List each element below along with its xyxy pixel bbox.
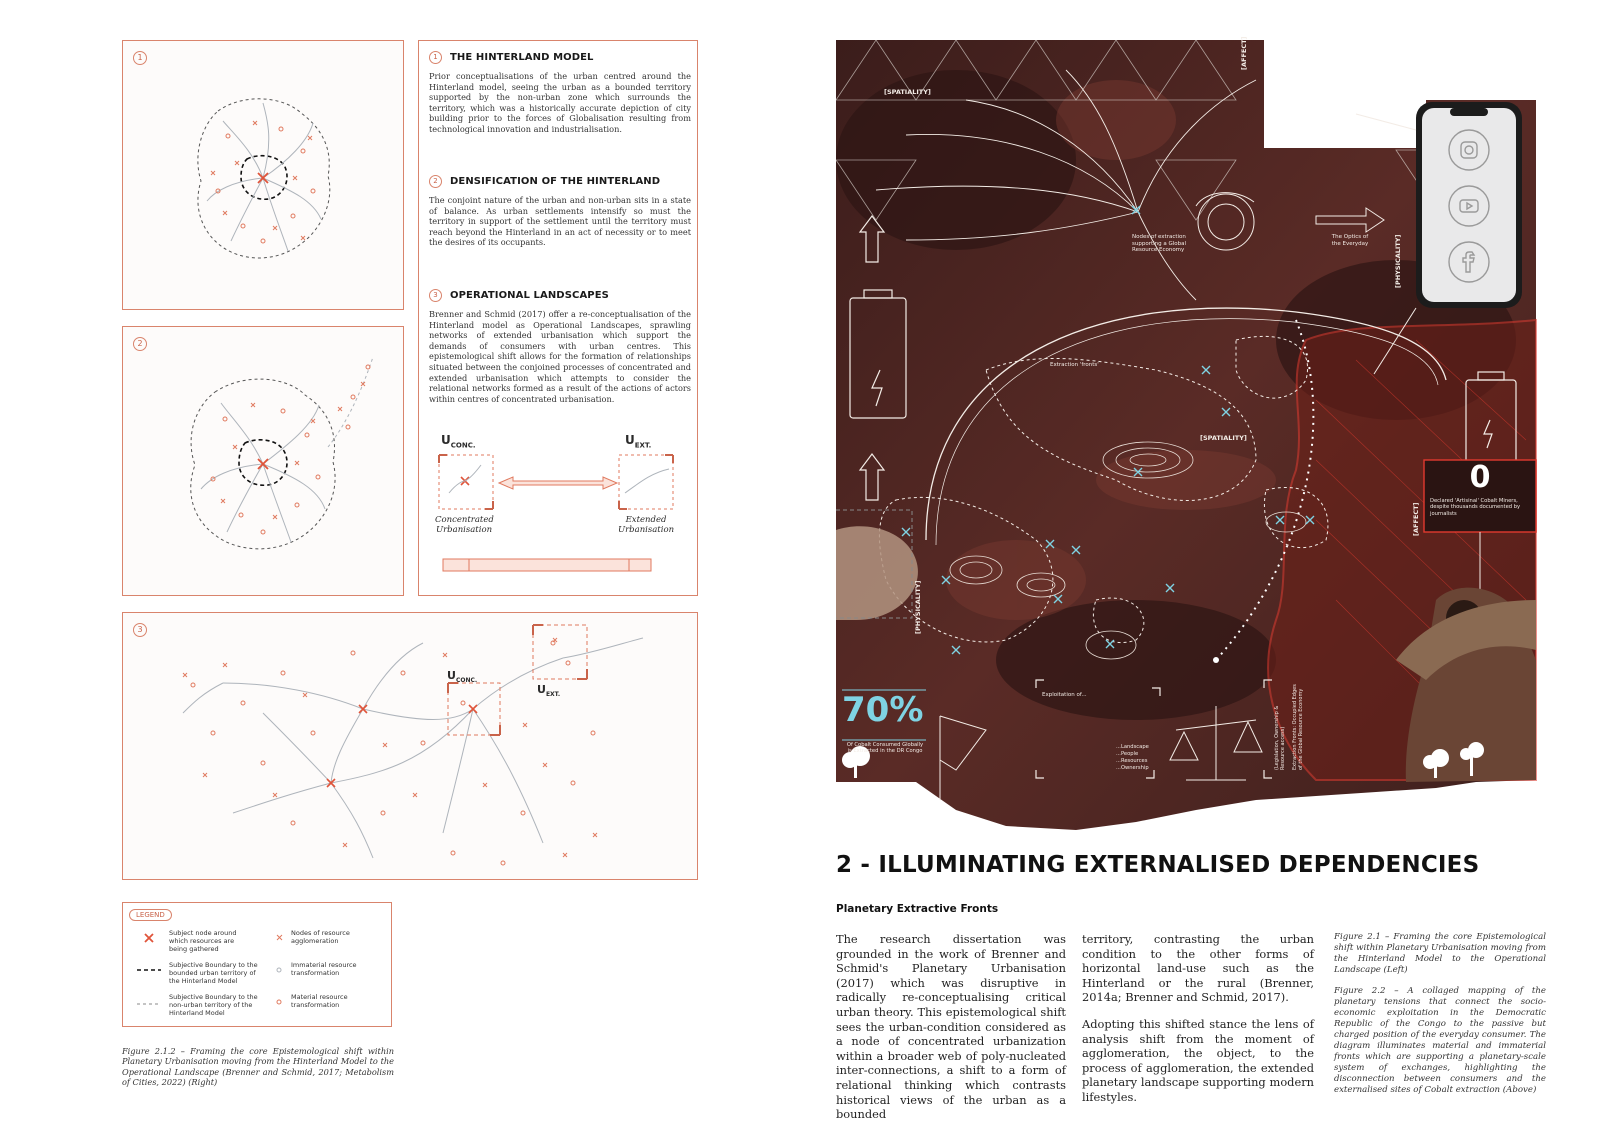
- spatiality-label: [SPATIALITY]: [884, 88, 931, 96]
- map-artwork: [836, 40, 1546, 840]
- section-title: DENSIFICATION OF THE HINTERLAND: [450, 176, 661, 187]
- material-transformation-icon: [267, 997, 291, 1007]
- page-title: 2 - ILLUMINATING EXTERNALISED DEPENDENCIES: [836, 852, 1480, 878]
- u-conc-label: $U_{CONC.}$: [447, 669, 478, 685]
- concentrated-label: Concentrated Urbanisation: [435, 515, 494, 535]
- section-subtitle: Planetary Extractive Fronts: [836, 903, 999, 915]
- section-number: 3: [429, 289, 442, 302]
- subject-node-icon: [137, 933, 161, 943]
- figure-caption: Figure 2.1 – Framing the core Epistemological shift within Planetary Urbanisation moving from the Hinterland Model to the Operational Landscape (Left): [1334, 932, 1546, 975]
- legend: [122, 902, 392, 1027]
- section-body: Prior conceptualisations of the urban centred around the Hinterland model, seeing the urban as a bounded territory supported by the non-urban zone which surrounds the territory, which was a historically accurate depiction of city building prior to the forces of Globalisation resulting from technological innovation and industrialisation.: [429, 71, 691, 134]
- densification-diagram: [123, 327, 405, 597]
- u-ext-label: $U_{EXT.}$: [537, 683, 561, 699]
- mini-diagram: [429, 433, 691, 583]
- extraction-fronts-vertical-label: Extraction Fronts: Occupied Edges of the Global Resource Economy: [1292, 684, 1304, 770]
- diagram-panel-3: [122, 612, 698, 880]
- affect-label: [AFFECT]: [1240, 36, 1248, 70]
- hinterland-diagram: [123, 41, 405, 311]
- section-densification: [429, 175, 691, 248]
- percent-value: 70%: [842, 690, 924, 730]
- zero-label: Declared 'Artisinal' Cobalt Miners, despite thousands documented by journalists: [1430, 498, 1521, 517]
- exploitation-list: ...Landscape ...People ...Resources ...Ownership: [1116, 744, 1149, 771]
- legend-title: LEGEND: [129, 909, 172, 921]
- optics-label: The Optics of the Everyday: [1331, 234, 1369, 247]
- section-operational: [429, 289, 691, 404]
- figure-captions: [1334, 932, 1546, 1096]
- spatiality-mid-label: [SPATIALITY]: [1200, 434, 1247, 442]
- collage-map: [836, 36, 1546, 840]
- legend-item: Material resource transformation: [291, 993, 348, 1009]
- concentrated-extended-icon: [429, 433, 691, 583]
- affect-right-label: [AFFECT]: [1412, 502, 1420, 536]
- operational-landscape-diagram: [123, 613, 699, 881]
- extended-label: Extended Urbanisation: [617, 515, 675, 535]
- left-figure-caption: Figure 2.1.2 – Framing the core Epistemological shift within Planetary Urbanisation moving from the Hinterland Model to the Operational Landscape (Brenner and Schmid, 2017; Metabolism of Cities, 2022) (Right): [122, 1046, 394, 1088]
- panel-number: 1: [133, 51, 147, 65]
- section-body: Brenner and Schmid (2017) offer a re-conceptualisation of the Hinterland model as Operational Landscapes, sprawling networks of extended urbanisation which support the demands of consumers with urban centres. This epistemological shift allows for the formation of relationships situated between the conjoined processes of concentrated and extended urbanisation which attempts to consider the relational networks formed as a result of the actions of actors within centres of concentrated urbanisation.: [429, 309, 691, 404]
- u-conc-label: $U_{CONC.}$: [441, 433, 476, 450]
- body-column-1: [836, 932, 1066, 1122]
- zero-value: 0: [1469, 460, 1491, 495]
- bounded-boundary-icon: [137, 965, 161, 975]
- paragraph: Adopting this shifted stance the lens of analysis shift from the moment of agglomeration, the object, to the process of agglomeration, the extended planetary landscape supporting modern lifestyles.: [1082, 1016, 1314, 1104]
- explanation-panel: [418, 40, 698, 596]
- percent-label: Of Cobalt Consumed Globally is Extracted in the DR Congo: [846, 742, 924, 755]
- section-title: THE HINTERLAND MODEL: [450, 52, 594, 63]
- nodes-extraction-label: Nodes of extraction supporting a Global Resource Economy: [1132, 234, 1187, 253]
- section-title: OPERATIONAL LANDSCAPES: [450, 290, 609, 301]
- legend-item: Subjective Boundary to the bounded urban territory of the Hinterland Model: [169, 961, 258, 985]
- diagram-panel-2: [122, 326, 404, 596]
- section-body: The conjoint nature of the urban and non-urban sits in a state of balance. As urban settlements intensify so must the territory in support of the settlement until the territory must reach beyond the Hinterland in an act of necessity or to meet the desires of its occupants.: [429, 195, 691, 248]
- exploitation-label: Exploitation of...: [1042, 692, 1087, 698]
- u-ext-label: $U_{EXT.}$: [625, 433, 652, 450]
- legend-item: Nodes of resource agglomeration: [291, 929, 350, 945]
- paragraph: territory, contrasting the urban condition to the other forms of horizontal land-use such as the Hinterland or the rural (Brenner, 2014a; Brenner and Schmid, 2017).: [1082, 932, 1314, 1005]
- figure-caption: Figure 2.2 – A collaged mapping of the planetary tensions that connect the socio-economic exploitation in the Democratic Republic of the Congo to the passive but charged position of the everyday consumer. The diagram illuminates material and immaterial fronts which are supporting a planetary-scale system of exchanges, highlighting the disconnection between consumers and the externalised sites of Cobalt extraction (Above): [1334, 986, 1546, 1095]
- paragraph: The research dissertation was grounded in the work of Brenner and Schmid's Planetary Urbanisation (2017) which was disruptive in radically re-conceptualising critical urban theory. This epistemological shift sees the urban-condition considered as a node of concentrated urbanization within a broader web of poly-nucleated inter-connections, a shift to a form of relational thinking which contrasts historical views of the urban as a bounded: [836, 932, 1066, 1122]
- physicality-label: [PHYSICALITY]: [1394, 234, 1402, 288]
- panel-number: 3: [133, 623, 147, 637]
- non-urban-boundary-icon: [137, 999, 161, 1009]
- section-number: 2: [429, 175, 442, 188]
- diagram-panel-1: [122, 40, 404, 310]
- body-column-2: [1082, 932, 1314, 1105]
- legend-item: Subject node around which resources are being gathered: [169, 929, 237, 953]
- legend-item: Immaterial resource transformation: [291, 961, 357, 977]
- immaterial-transformation-icon: [267, 965, 291, 975]
- section-hinterland: [429, 51, 691, 135]
- legend-item: Subjective Boundary to the non-urban territory of the Hinterland Model: [169, 993, 258, 1017]
- panel-number: 2: [133, 337, 147, 351]
- legislation-label: (Legislation, Ownership & Resource access): [1274, 705, 1286, 770]
- nodes-agglomeration-icon: [267, 933, 291, 943]
- section-number: 1: [429, 51, 442, 64]
- physicality-left-label: [PHYSICALITY]: [914, 580, 922, 634]
- extraction-fronts-label: Extraction 'fronts': [1050, 362, 1099, 368]
